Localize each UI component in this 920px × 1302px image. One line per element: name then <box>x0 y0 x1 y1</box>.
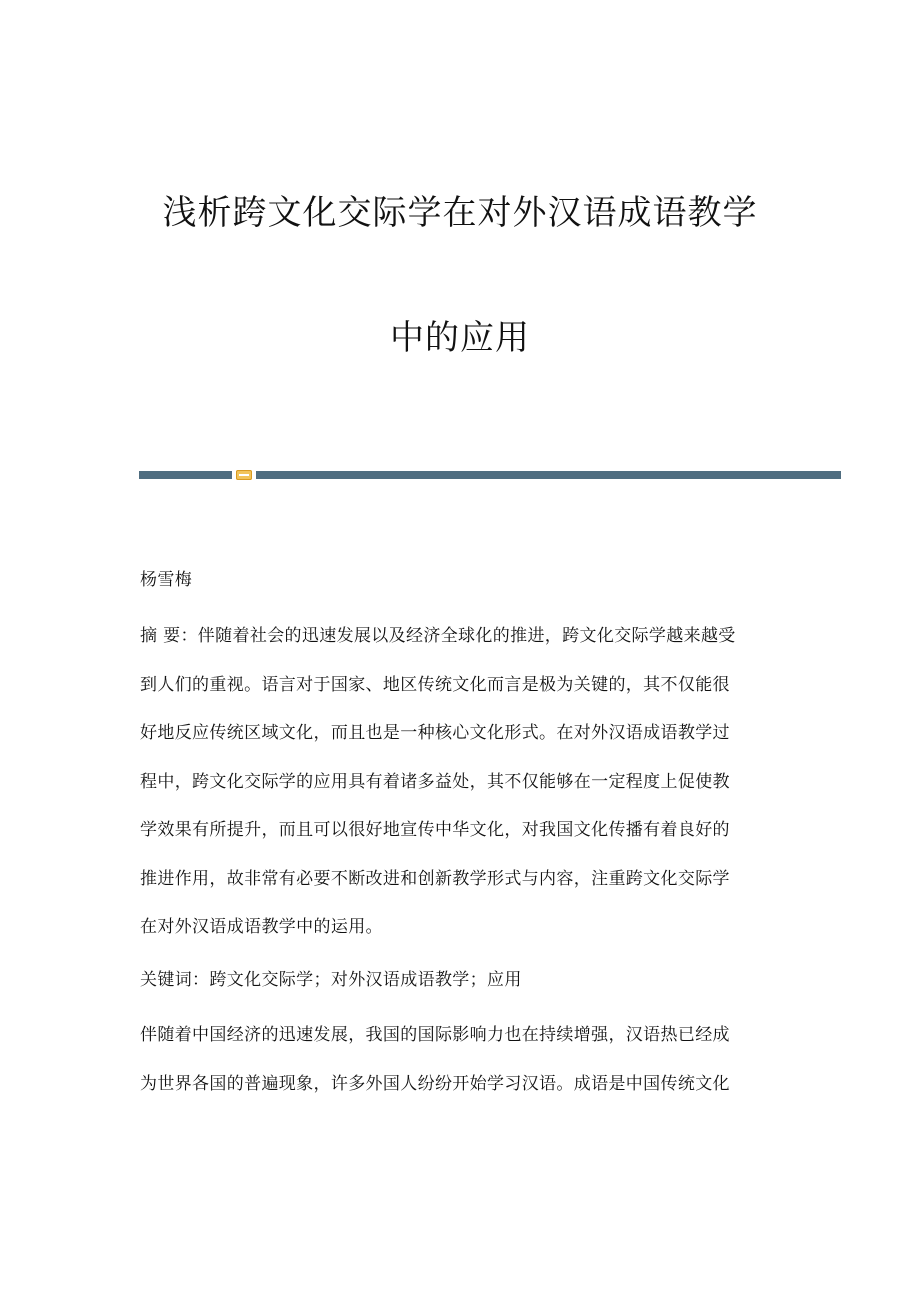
document-title-line-2: 中的应用 <box>390 318 530 358</box>
divider-ornament-icon <box>236 470 252 480</box>
keywords-line: 关键词：跨文化交际学；对外汉语成语教学；应用 <box>140 970 522 990</box>
title-divider-right <box>256 471 841 479</box>
author-name: 杨雪梅 <box>140 570 193 590</box>
abstract-line: 推进作用，故非常有必要不断改进和创新教学形式与内容，注重跨文化交际学 <box>140 868 730 889</box>
title-divider-left <box>139 471 232 479</box>
abstract-paragraph <box>140 612 780 952</box>
abstract-line: 程中，跨文化交际学的应用具有着诸多益处，其不仅能够在一定程度上促使教 <box>140 771 730 792</box>
abstract-line: 学效果有所提升，而且可以很好地宣传中华文化，对我国文化传播有着良好的 <box>140 820 730 840</box>
body-paragraph <box>140 1011 780 1108</box>
body-line: 伴随着中国经济的迅速发展，我国的国际影响力也在持续增强，汉语热已经成 <box>140 1025 730 1045</box>
body-line: 为世界各国的普遍现象，许多外国人纷纷开始学习汉语。成语是中国传统文化 <box>140 1073 730 1094</box>
abstract-line: 在对外汉语成语教学中的运用。 <box>140 917 383 937</box>
abstract-line: 好地反应传统区域文化，而且也是一种核心文化形式。在对外汉语成语教学过 <box>140 723 730 743</box>
abstract-line: 摘 要：伴随着社会的迅速发展以及经济全球化的推进，跨文化交际学越来越受 <box>140 626 736 646</box>
document-title-line-1: 浅析跨文化交际学在对外汉语成语教学 <box>162 193 758 233</box>
abstract-line: 到人们的重视。语言对于国家、地区传统文化而言是极为关键的，其不仅能很 <box>140 674 730 695</box>
